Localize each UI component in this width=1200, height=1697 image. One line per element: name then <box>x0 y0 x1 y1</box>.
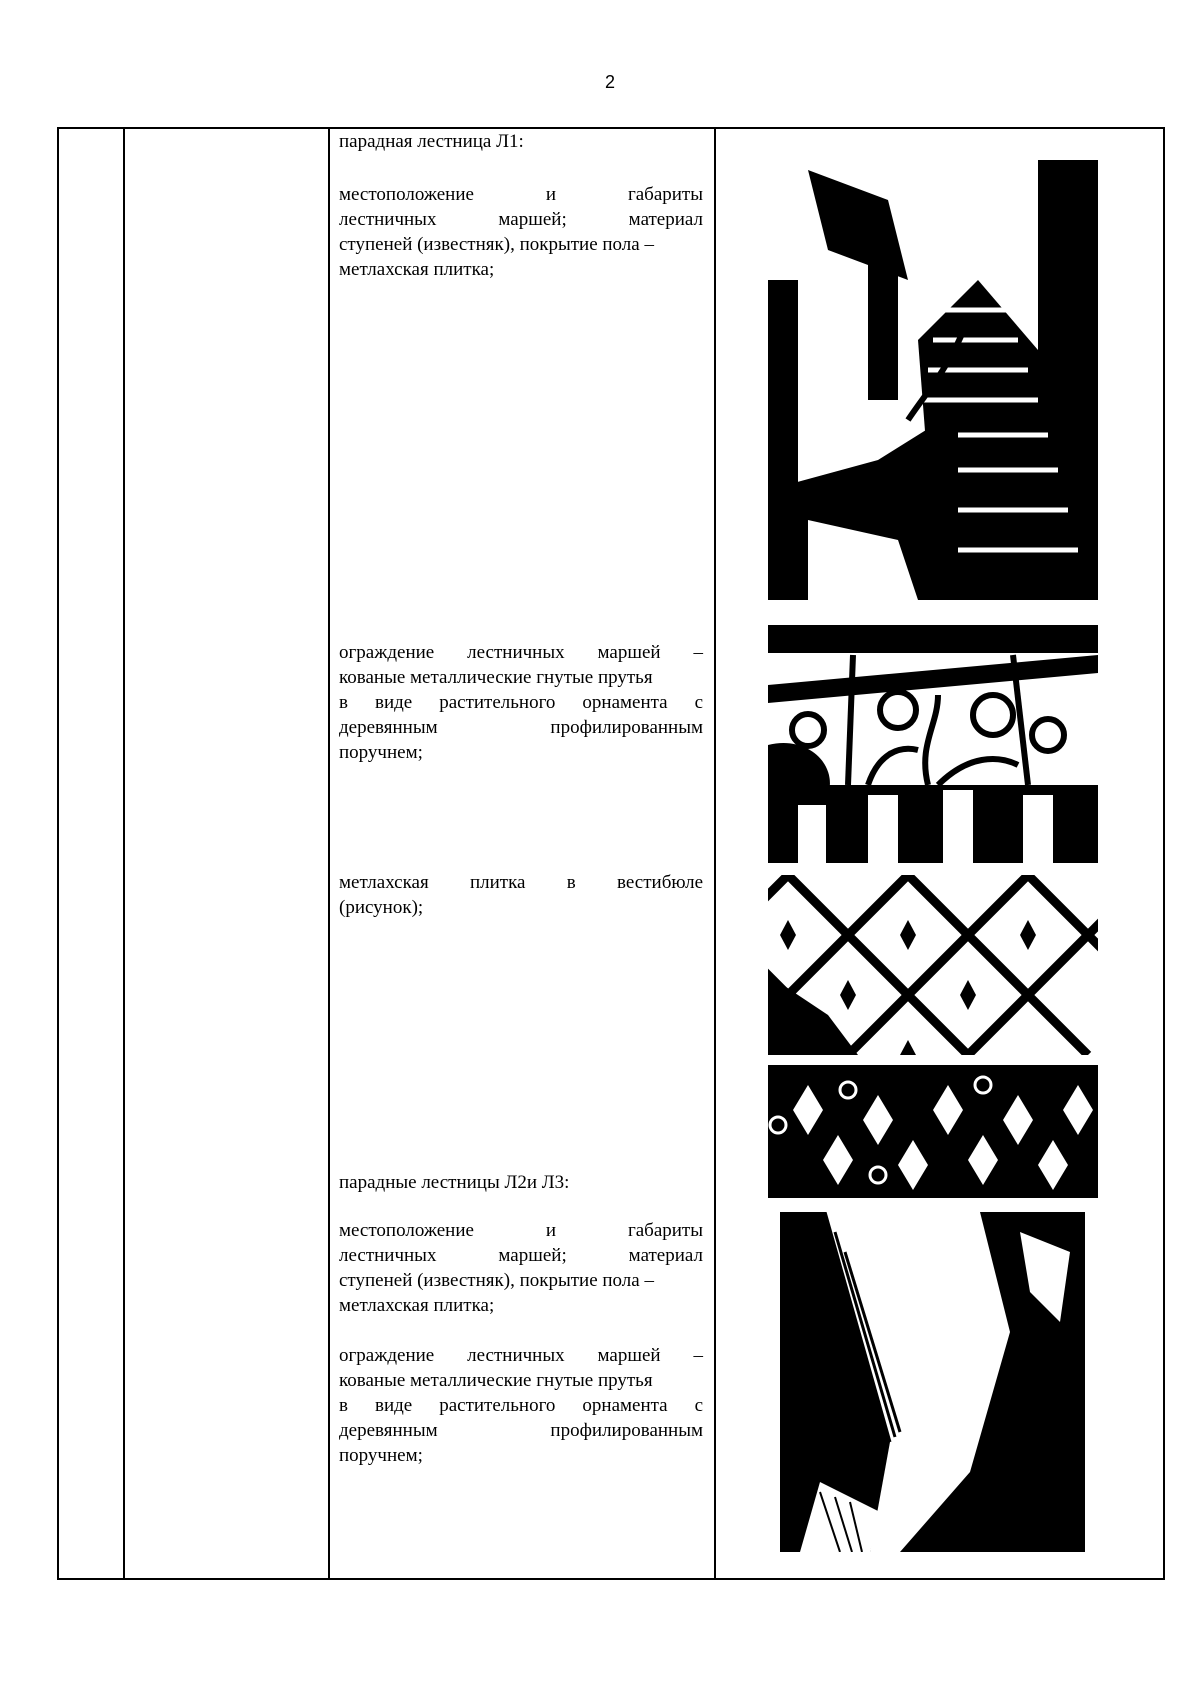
word: местоположение <box>339 1220 474 1241</box>
word: с <box>694 1395 704 1416</box>
paragraph-l2-location <box>339 1218 703 1318</box>
word: лестничных <box>339 209 437 230</box>
word: растительного <box>439 692 556 713</box>
heading-staircase-l1: парадная лестница Л1: <box>339 131 524 152</box>
column-divider-1 <box>123 129 125 1578</box>
paragraph-railing-2 <box>339 1343 703 1468</box>
word: вестибюле <box>617 872 704 893</box>
word: габариты <box>627 184 704 205</box>
word: в <box>566 872 576 893</box>
word: местоположение <box>339 184 474 205</box>
word: лестничных <box>467 642 565 663</box>
word: маршей; <box>498 1245 567 1266</box>
word: в <box>339 1395 348 1416</box>
word: виде <box>374 692 413 713</box>
word: материал <box>628 209 703 230</box>
word: маршей <box>597 1345 661 1366</box>
word: ограждение <box>339 642 435 663</box>
heading-staircases-l2-l3: парадные лестницы Л2и Л3: <box>339 1172 570 1193</box>
text-line: кованые металлические гнутые прутья <box>339 1370 653 1391</box>
text-line <box>339 640 703 665</box>
text-line <box>339 182 703 207</box>
staircase-l1-photo <box>768 160 1098 600</box>
text-line <box>339 1243 703 1268</box>
text-line <box>339 715 703 740</box>
word: в <box>339 692 348 713</box>
text-line: поручнем; <box>339 742 423 763</box>
word: материал <box>628 1245 703 1266</box>
word: деревянным <box>339 717 438 738</box>
word: с <box>694 692 704 713</box>
text-line: ступеней (известняк), покрытие пола – <box>339 234 654 255</box>
word: метлахская <box>339 872 429 893</box>
paragraph-railing-1 <box>339 640 703 765</box>
page-number: 2 <box>604 72 615 92</box>
word: ограждение <box>339 1345 435 1366</box>
word: лестничных <box>339 1245 437 1266</box>
text-line: (рисунок); <box>339 897 424 918</box>
word: лестничных <box>467 1345 565 1366</box>
column-divider-3 <box>714 129 716 1578</box>
tile-pattern-photo-1 <box>768 875 1098 1055</box>
text-line <box>339 870 703 895</box>
word: и <box>545 1220 557 1241</box>
word: деревянным <box>339 1420 438 1441</box>
word: маршей; <box>498 209 567 230</box>
text-line: кованые металлические гнутые прутья <box>339 667 653 688</box>
word: маршей <box>597 642 661 663</box>
word: орнамента <box>582 1395 668 1416</box>
word: растительного <box>439 1395 556 1416</box>
text-line: поручнем; <box>339 1445 423 1466</box>
tile-pattern-photo-2 <box>768 1065 1098 1198</box>
word: профилированным <box>550 717 703 738</box>
text-line: ступеней (известняк), покрытие пола – <box>339 1270 654 1291</box>
text-line <box>339 1343 703 1368</box>
paragraph-l1-location <box>339 182 703 282</box>
word: и <box>545 184 557 205</box>
word: профилированным <box>550 1420 703 1441</box>
text-line: метлахская плитка; <box>339 1295 495 1316</box>
column-divider-2 <box>328 129 330 1578</box>
word: виде <box>374 1395 413 1416</box>
paragraph-tile <box>339 870 703 920</box>
word: плитка <box>469 872 526 893</box>
word: – <box>693 642 704 663</box>
word: габариты <box>627 1220 704 1241</box>
word: орнамента <box>582 692 668 713</box>
staircase-l2-l3-photo <box>780 1212 1085 1552</box>
text-line <box>339 1218 703 1243</box>
word: – <box>693 1345 704 1366</box>
text-line <box>339 690 703 715</box>
text-line <box>339 1418 703 1443</box>
text-line <box>339 1393 703 1418</box>
text-line <box>339 207 703 232</box>
text-line: метлахская плитка; <box>339 259 495 280</box>
railing-ornament-photo <box>768 625 1098 863</box>
